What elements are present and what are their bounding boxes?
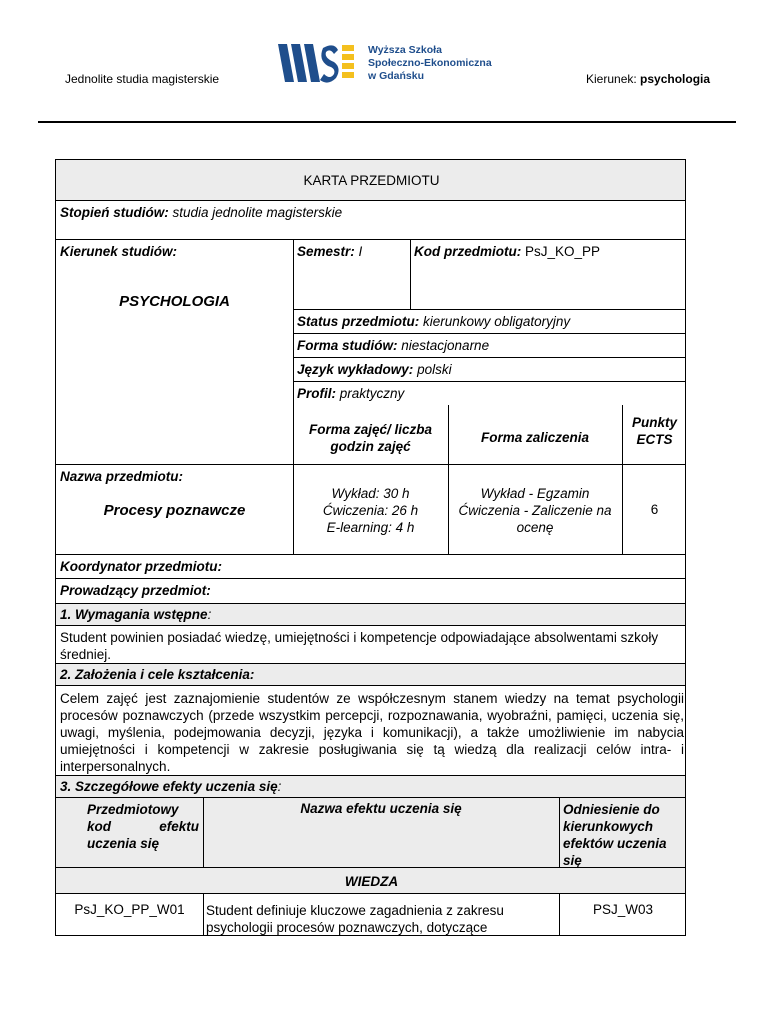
field-value: studia jednolite magisterskie [172, 205, 343, 220]
logo-line-1: Wyższa Szkoła [368, 44, 442, 56]
row1-ref: PSJ_W03 [592, 902, 654, 917]
jezyk-field [297, 362, 452, 377]
row1-text: Student definiuje kluczowe zagadnienia z zakresu psychologii procesów poznawczych, dotyczące [206, 903, 504, 935]
prowadzacy-label: Prowadzący przedmiot: [60, 583, 211, 598]
field-value: kierunkowy obligatoryjny [423, 314, 571, 329]
th-odniesienie: Odniesienie do kierunkowych efektów uczenia się [563, 802, 667, 868]
header-left-text: Jednolite studia magisterskie [65, 72, 220, 86]
zaliczenie-cwiczenia-cont: ocenę [516, 520, 554, 535]
field-label: Forma studiów: [297, 338, 398, 353]
field-value: PsJ_KO_PP [525, 244, 601, 259]
hours-cwiczenia: Ćwiczenia: 26 h [322, 503, 419, 518]
koordynator-label: Koordynator przedmiotu: [60, 559, 222, 574]
col-ects: Punkty ECTS [631, 415, 677, 447]
s1-text: Student powinien posiadać wiedzę, umiejętności i kompetencje odpowiadające absolwentami szkoły średniej. [60, 630, 659, 662]
logo-line-3: w Gdańsku [368, 70, 425, 82]
field-label: Kierunek: [586, 72, 637, 86]
section-label: 1. Wymagania wstępne [60, 607, 208, 622]
header-right [586, 72, 710, 86]
status-field [297, 314, 570, 329]
section-colon: : [207, 607, 212, 622]
row1-kod: PsJ_KO_PP_W01 [74, 902, 185, 917]
field-value: psychologia [640, 72, 711, 86]
field-label: Język wykładowy: [297, 362, 414, 377]
nazwa-value: Procesy poznawcze [103, 502, 246, 519]
s2-text: Celem zajęć jest zaznajomienie studentów ze współczesnym stanem wiedzy na temat psychologii procesów poznawczych (przede wszystkim percepcji, rozpoznawania, wyobraźni, pamięci, uczenia się, uwagi, myślenia, podejmowania decyzji, języka i komunikacji), a także umożliwienie im nabycia umiejętności i kompetencji w zakresie posługiwania się tą wiedzą dla realizacji celów intra- i interpersonalnych. [60, 691, 684, 774]
col-forma-zaliczenia: Forma zaliczenia [480, 430, 590, 445]
field-value: polski [417, 362, 452, 377]
col-forma-zajec: Forma zajęć/ liczba godzin zajęć [308, 422, 433, 454]
field-label: Semestr: [297, 244, 355, 259]
field-label: Profil: [297, 386, 336, 401]
section-label: 3. Szczegółowe efekty uczenia się [60, 779, 278, 794]
wiedza-heading: WIEDZA [344, 874, 399, 889]
kod-field [414, 244, 600, 259]
field-label: Status przedmiotu: [297, 314, 420, 329]
field-value: I [358, 244, 363, 259]
hours-wyklad: Wykład: 30 h [331, 486, 410, 501]
s2-heading: 2. Założenia i cele kształcenia: [60, 667, 255, 682]
field-label: Stopień studiów: [60, 205, 169, 220]
hours-list [293, 485, 448, 536]
s3-heading [60, 779, 281, 794]
course-card [55, 159, 686, 936]
field-value: praktyczny [339, 386, 405, 401]
header-rule [38, 121, 736, 123]
kierunek-value: PSYCHOLOGIA [119, 293, 230, 310]
ects-value: 6 [650, 502, 659, 517]
field-label: Kod przedmiotu: [414, 244, 522, 259]
zaliczenie-list [448, 485, 622, 536]
field-value: niestacjonarne [401, 338, 490, 353]
section-colon: : [277, 779, 282, 794]
semestr-field [297, 244, 362, 259]
wsse-logo-icon [278, 42, 362, 86]
forma-studiow-field [297, 338, 489, 353]
wsse-logo [278, 42, 498, 86]
card-title: KARTA PRZEDMIOTU [303, 173, 440, 188]
hours-elearning: E-learning: 4 h [326, 520, 415, 535]
nazwa-label: Nazwa przedmiotu: [60, 469, 184, 484]
profil-field [297, 386, 404, 401]
logo-line-2: Społeczno-Ekonomiczna [368, 57, 492, 69]
logo-text [368, 44, 492, 83]
zaliczenie-cwiczenia: Ćwiczenia - Zaliczenie na [458, 503, 612, 518]
zaliczenie-wyklad: Wykład - Egzamin [480, 486, 590, 501]
th-kod: Przedmiotowy kod efektu uczenia się [87, 802, 199, 851]
stopien-row [60, 205, 342, 220]
s1-heading [60, 607, 211, 622]
kierunek-label: Kierunek studiów: [60, 244, 178, 259]
th-nazwa: Nazwa efektu uczenia się [300, 801, 462, 816]
